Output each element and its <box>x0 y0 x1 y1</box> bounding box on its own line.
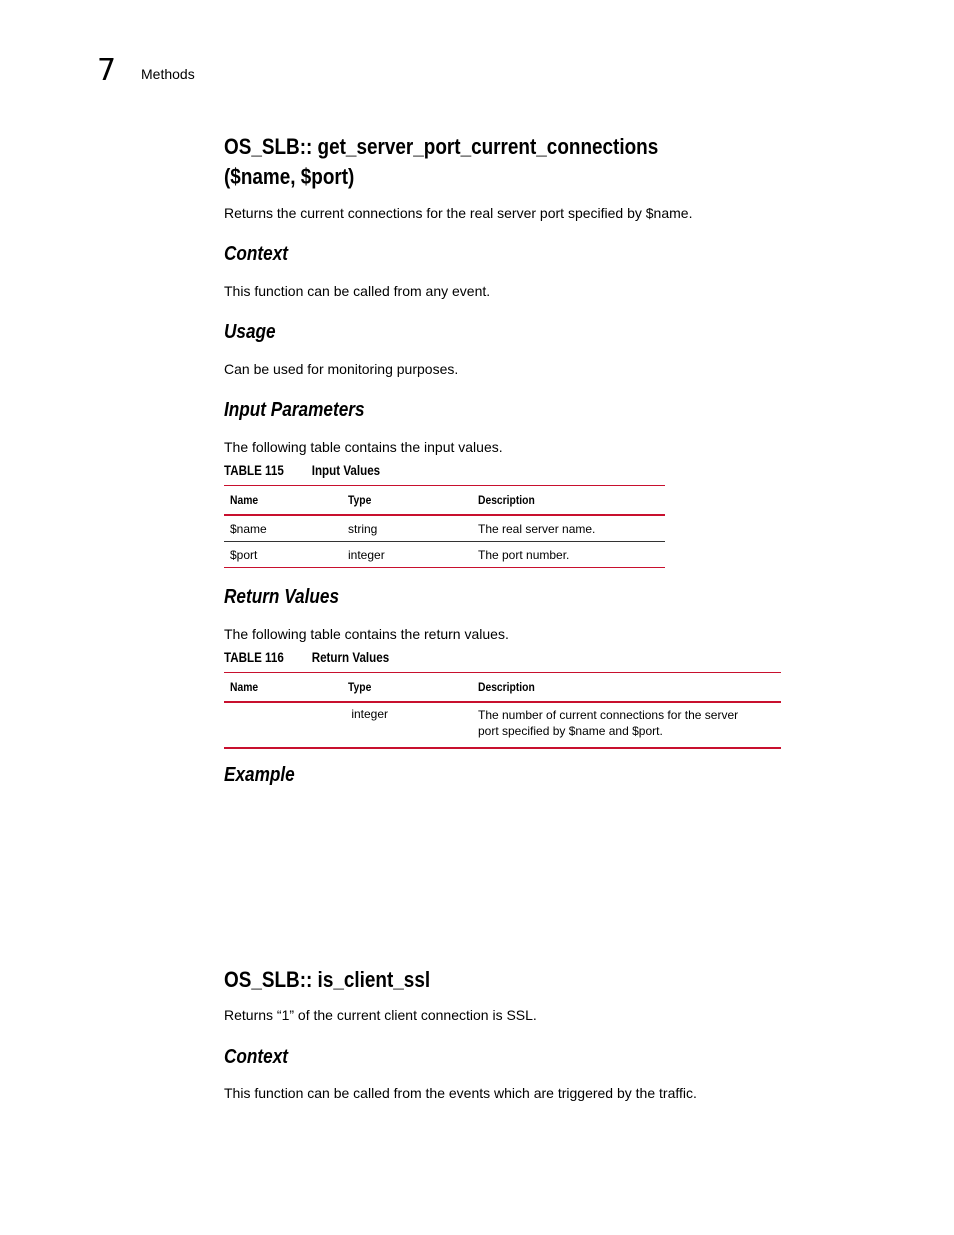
method-title <box>224 132 658 192</box>
header-description: Description <box>478 493 535 507</box>
cell-description: The port number. <box>478 547 570 562</box>
input-intro: The following table contains the input values. <box>224 439 503 455</box>
method-title-2: OS_SLB:: is_client_ssl <box>224 967 431 992</box>
header-name: Name <box>230 493 259 507</box>
cell-type: integer <box>348 707 389 721</box>
table-label: TABLE 115 <box>224 463 284 478</box>
table-115-caption <box>224 463 380 478</box>
return-values-heading: Return Values <box>224 586 340 608</box>
input-parameters-heading: Input Parameters <box>224 399 365 421</box>
table-header-row <box>224 486 665 516</box>
example-heading: Example <box>224 764 295 786</box>
table-row <box>224 515 665 542</box>
context-text: This function can be called from any event. <box>224 283 491 299</box>
chapter-title: Methods <box>141 66 195 82</box>
table-label: TABLE 116 <box>224 650 284 665</box>
method-title-line1: OS_SLB:: get_server_port_current_connections <box>224 134 659 159</box>
header-name: Name <box>230 680 259 694</box>
usage-text: Can be used for monitoring purposes. <box>224 361 459 377</box>
table-header-row <box>224 673 781 703</box>
cell-description: The number of current connections for the server port specified by $name and $port. <box>478 708 739 738</box>
table-title: Return Values <box>311 650 390 665</box>
usage-heading: Usage <box>224 321 276 343</box>
chapter-number: 7 <box>97 53 117 88</box>
method-description: Returns the current connections for the real server port specified by $name. <box>224 205 693 221</box>
method-title-line2: ($name, $port) <box>224 164 355 189</box>
return-values-table <box>224 672 781 749</box>
context-heading: Context <box>224 243 289 265</box>
input-values-table <box>224 485 665 568</box>
table-row <box>224 542 665 568</box>
cell-description: The real server name. <box>478 521 596 536</box>
cell-name: $port <box>230 547 258 562</box>
header-type: Type <box>348 493 372 507</box>
context-heading-2: Context <box>224 1046 289 1068</box>
header-description: Description <box>478 680 535 694</box>
context-text-2: This function can be called from the events which are triggered by the traffic. <box>224 1085 697 1101</box>
table-116-caption <box>224 650 389 665</box>
table-row <box>224 702 781 748</box>
return-intro: The following table contains the return values. <box>224 626 509 642</box>
table-title: Input Values <box>311 463 381 478</box>
cell-type: integer <box>348 547 385 562</box>
cell-type: string <box>348 521 378 536</box>
method-description-2: Returns “1” of the current client connection is SSL. <box>224 1007 537 1023</box>
cell-name: $name <box>230 521 267 536</box>
header-type: Type <box>348 680 372 694</box>
cell-name <box>224 702 342 748</box>
